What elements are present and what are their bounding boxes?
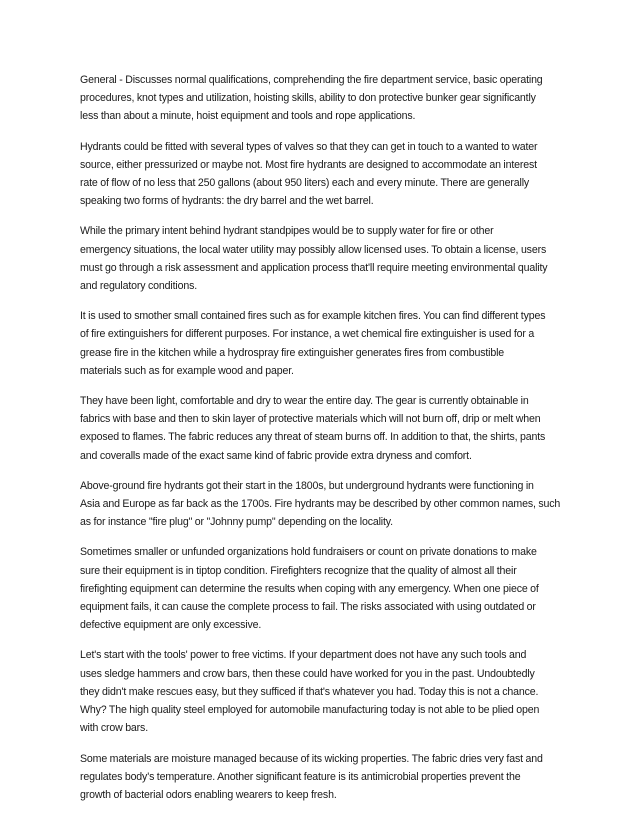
paragraph-line: uses sledge hammers and crow bars, then these could have worked for you in the past. Undoubtedly: [80, 667, 535, 680]
paragraph-line: rate of flow of no less that 250 gallons (about 950 liters) each and every minute. There are generally: [80, 177, 530, 190]
paragraph-extinguishers: [80, 307, 564, 380]
paragraph-rescue-tools: [80, 646, 564, 737]
paragraph-general: [80, 71, 564, 126]
paragraph-line: equipment fails, it can cause the complete process to fail. The risks associated with using outdated or: [80, 601, 536, 614]
paragraph-moisture-materials: [80, 750, 564, 805]
paragraph-fundraisers: [80, 543, 564, 634]
paragraph-line: Hydrants could be fitted with several types of valves so that they can get in touch to a wanted to water: [80, 140, 538, 153]
paragraph-line: exposed to flames. The fabric reduces any threat of steam burns off. In addition to that, the shirts, pants: [80, 431, 546, 444]
paragraph-standpipes: [80, 222, 564, 295]
paragraph-line: Above-ground fire hydrants got their start in the 1800s, but underground hydrants were functioning in: [80, 479, 534, 492]
paragraph-line: Asia and Europe as far back as the 1700s. Fire hydrants may be described by other common names, such: [80, 498, 561, 511]
paragraph-line: emergency situations, the local water utility may possibly allow licensed uses. To obtain a license, users: [80, 243, 547, 256]
paragraph-line: Why? The high quality steel employed for automobile manufacturing today is not able to be plied open: [80, 704, 540, 717]
paragraph-line: less than about a minute, hoist equipment and tools and rope applications.: [80, 110, 416, 123]
paragraph-line: and regulatory conditions.: [80, 280, 198, 293]
paragraph-line: It is used to smother small contained fires such as for example kitchen fires. You can find different types: [80, 310, 546, 323]
paragraph-line: speaking two forms of hydrants: the dry barrel and the wet barrel.: [80, 195, 374, 208]
paragraph-line: While the primary intent behind hydrant standpipes would be to supply water for fire or other: [80, 225, 494, 238]
paragraph-line: Let's start with the tools' power to free victims. If your department does not have any such tools and: [80, 649, 527, 662]
paragraph-line: they didn't make rescues easy, but they sufficed if that's whatever you had. Today this is not a chance.: [80, 685, 539, 698]
paragraph-line: and coveralls made of the exact same kind of fabric provide extra dryness and comfort.: [80, 449, 472, 462]
paragraph-line: as for instance "fire plug" or "Johnny pump" depending on the locality.: [80, 516, 393, 529]
paragraph-line: materials such as for example wood and paper.: [80, 364, 294, 377]
paragraph-line: sure their equipment is in tiptop condition. Firefighters recognize that the quality of almost all their: [80, 564, 517, 577]
paragraph-line: must go through a risk assessment and application process that'll require meeting environmental quality: [80, 261, 548, 274]
paragraph-line: Sometimes smaller or unfunded organizations hold fundraisers or count on private donations to make: [80, 546, 537, 559]
paragraph-line: of fire extinguishers for different purposes. For instance, a wet chemical fire extinguisher is used for a: [80, 328, 535, 341]
paragraph-line: Some materials are moisture managed because of its wicking properties. The fabric dries very fast and: [80, 752, 543, 765]
paragraph-line: firefighting equipment can determine the results when coping with any emergency. When one piece of: [80, 582, 539, 595]
paragraph-line: grease fire in the kitchen while a hydrospray fire extinguisher generates fires from combustible: [80, 346, 505, 359]
paragraph-hydrant-valves: [80, 138, 564, 211]
paragraph-line: regulates body's temperature. Another significant feature is its antimicrobial properties prevent the: [80, 770, 521, 783]
paragraph-gear-fabrics: [80, 392, 564, 465]
paragraph-line: source, either pressurized or maybe not. Most fire hydrants are designed to accommodate an interest: [80, 158, 537, 171]
paragraph-line: with crow bars.: [80, 722, 148, 735]
document-body: [80, 71, 564, 816]
paragraph-line: procedures, knot types and utilization, hoisting skills, ability to don protective bunker gear significantly: [80, 92, 536, 105]
paragraph-line: They have been light, comfortable and dry to wear the entire day. The gear is currently obtainable in: [80, 395, 529, 408]
paragraph-line: defective equipment are only excessive.: [80, 619, 262, 632]
paragraph-hydrant-history: [80, 477, 564, 532]
paragraph-line: General - Discusses normal qualifications, comprehending the fire department service, basic operating: [80, 74, 543, 86]
paragraph-line: fabrics with base and then to skin layer of protective materials which will not burn off, drip or melt when: [80, 413, 541, 426]
paragraph-line: growth of bacterial odors enabling wearers to keep fresh.: [80, 788, 337, 801]
